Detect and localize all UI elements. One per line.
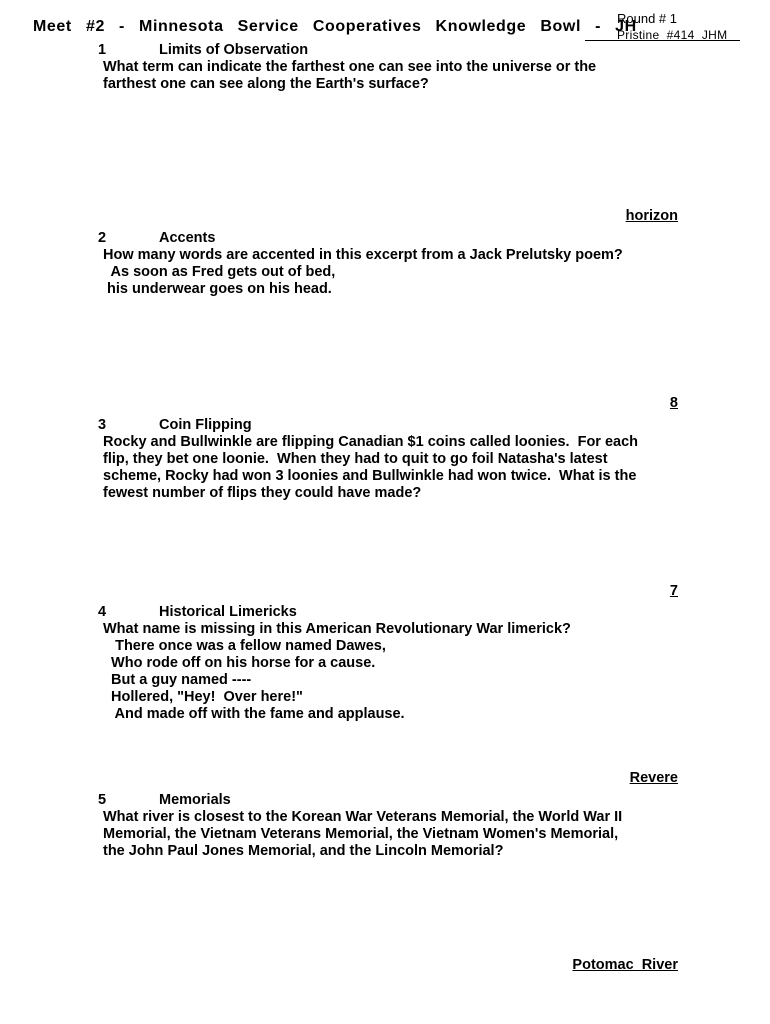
question-header <box>98 42 698 59</box>
question-line: fewest number of flips they could have made? <box>103 485 422 501</box>
question-line: farthest one can see along the Earth's surface? <box>103 76 429 92</box>
question-line: What river is closest to the Korean War Veterans Memorial, the World War II <box>103 809 623 825</box>
question-line: Rocky and Bullwinkle are flipping Canadian $1 coins called loonies. For each <box>103 434 639 450</box>
answer-2: 8 <box>669 395 678 411</box>
round-label: Round # 1 <box>617 11 677 26</box>
question-header <box>98 604 698 621</box>
answer-3: 7 <box>669 583 678 599</box>
answer-1: horizon <box>625 208 678 224</box>
answer-4: Revere <box>629 770 678 786</box>
question-line: Memorial, the Vietnam Veterans Memorial, the Vietnam Women's Memorial, <box>103 826 619 842</box>
question-title: Limits of Observation <box>159 42 309 58</box>
question-line: the John Paul Jones Memorial, and the Lincoln Memorial? <box>103 843 504 859</box>
question-line: What term can indicate the farthest one can see into the universe or the <box>103 59 597 75</box>
question-line: But a guy named ---- <box>103 672 252 688</box>
question-line: his underwear goes on his head. <box>103 281 332 297</box>
question-header <box>98 417 698 434</box>
answer-5: Potomac River <box>572 957 678 973</box>
question-line: And made off with the fame and applause. <box>103 706 405 722</box>
pristine-label: Pristine #414 JHM <box>617 28 728 42</box>
question-title: Accents <box>159 230 216 246</box>
question-number: 3 <box>98 417 107 433</box>
question-5 <box>98 792 698 860</box>
question-number: 4 <box>98 604 107 620</box>
question-header <box>98 792 698 809</box>
question-line: scheme, Rocky had won 3 loonies and Bullwinkle had won twice. What is the <box>103 468 637 484</box>
question-title: Memorials <box>159 792 231 808</box>
question-line: flip, they bet one loonie. When they had to quit to go foil Natasha's latest <box>103 451 608 467</box>
question-line: How many words are accented in this excerpt from a Jack Prelutsky poem? <box>103 247 623 263</box>
question-line: Hollered, "Hey! Over here!" <box>103 689 303 705</box>
question-1 <box>98 42 698 93</box>
question-line: There once was a fellow named Dawes, <box>103 638 386 654</box>
header-rule <box>585 40 740 41</box>
question-line: As soon as Fred gets out of bed, <box>103 264 336 280</box>
question-number: 1 <box>98 42 107 58</box>
question-line: Who rode off on his horse for a cause. <box>103 655 376 671</box>
question-4 <box>98 604 698 723</box>
question-title: Historical Limericks <box>159 604 297 620</box>
question-2 <box>98 230 698 298</box>
question-3 <box>98 417 698 502</box>
question-line: What name is missing in this American Revolutionary War limerick? <box>103 621 571 637</box>
question-header <box>98 230 698 247</box>
question-number: 5 <box>98 792 107 808</box>
question-title: Coin Flipping <box>159 417 252 433</box>
meet-title: Meet #2 - Minnesota Service Cooperatives Knowledge Bowl - JH <box>33 18 637 35</box>
question-number: 2 <box>98 230 107 246</box>
